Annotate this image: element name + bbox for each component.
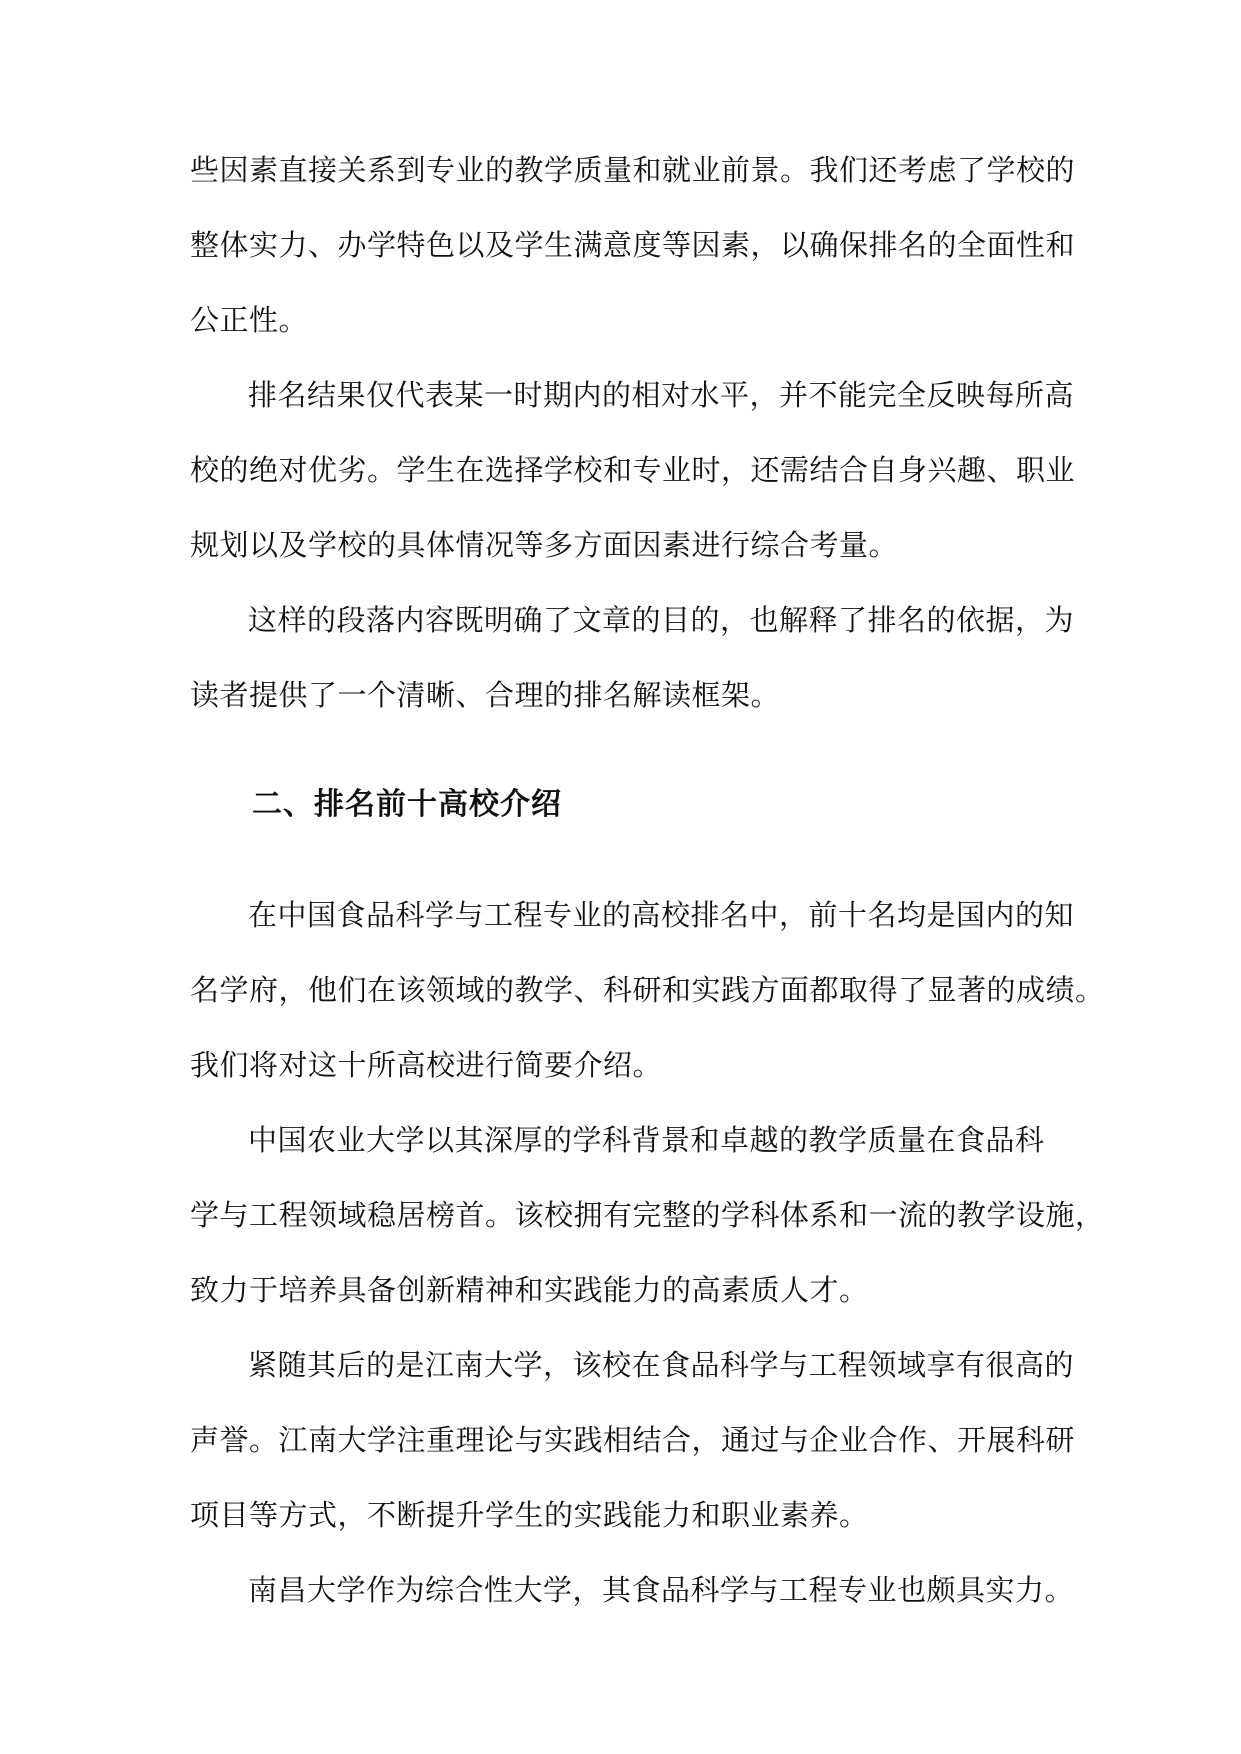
paragraph-2-line-2: 校的绝对优劣。学生在选择学校和专业时，还需结合自身兴趣、职业 (190, 453, 1076, 487)
paragraph-1-line-1: 些因素直接关系到专业的教学质量和就业前景。我们还考虑了学校的 (190, 153, 1076, 187)
section-paragraph-3-line-3: 项目等方式，不断提升学生的实践能力和职业素养。 (190, 1498, 869, 1532)
paragraph-2-line-1: 排名结果仅代表某一时期内的相对水平，并不能完全反映每所高 (248, 378, 1075, 412)
paragraph-2-line-3: 规划以及学校的具体情况等多方面因素进行综合考量。 (190, 528, 899, 562)
section-paragraph-1-line-3: 我们将对这十所高校进行简要介绍。 (190, 1048, 663, 1082)
section-paragraph-1-line-2: 名学府，他们在该领域的教学、科研和实践方面都取得了显著的成绩。 (190, 973, 1105, 1007)
paragraph-3-line-1: 这样的段落内容既明确了文章的目的，也解释了排名的依据，为 (248, 603, 1075, 637)
section-paragraph-2-line-2: 学与工程领域稳居榜首。该校拥有完整的学科体系和一流的教学设施， (190, 1198, 1105, 1232)
section-paragraph-1-line-1: 在中国食品科学与工程专业的高校排名中，前十名均是国内的知 (248, 898, 1075, 932)
section-paragraph-3-line-1: 紧随其后的是江南大学，该校在食品科学与工程领域享有很高的 (248, 1348, 1075, 1382)
section-paragraph-4-line-1: 南昌大学作为综合性大学，其食品科学与工程专业也颇具实力。 (248, 1573, 1075, 1607)
section-paragraph-2-line-3: 致力于培养具备创新精神和实践能力的高素质人才。 (190, 1273, 869, 1307)
paragraph-3-line-2: 读者提供了一个清晰、合理的排名解读框架。 (190, 678, 781, 712)
section-heading: 二、排名前十高校介绍 (252, 787, 562, 822)
section-paragraph-3-line-2: 声誉。江南大学注重理论与实践相结合，通过与企业合作、开展科研 (190, 1423, 1076, 1457)
paragraph-1-line-2: 整体实力、办学特色以及学生满意度等因素，以确保排名的全面性和 (190, 228, 1076, 262)
section-paragraph-2-line-1: 中国农业大学以其深厚的学科背景和卓越的教学质量在食品科 (248, 1123, 1045, 1157)
paragraph-1-line-3: 公正性。 (190, 303, 309, 337)
